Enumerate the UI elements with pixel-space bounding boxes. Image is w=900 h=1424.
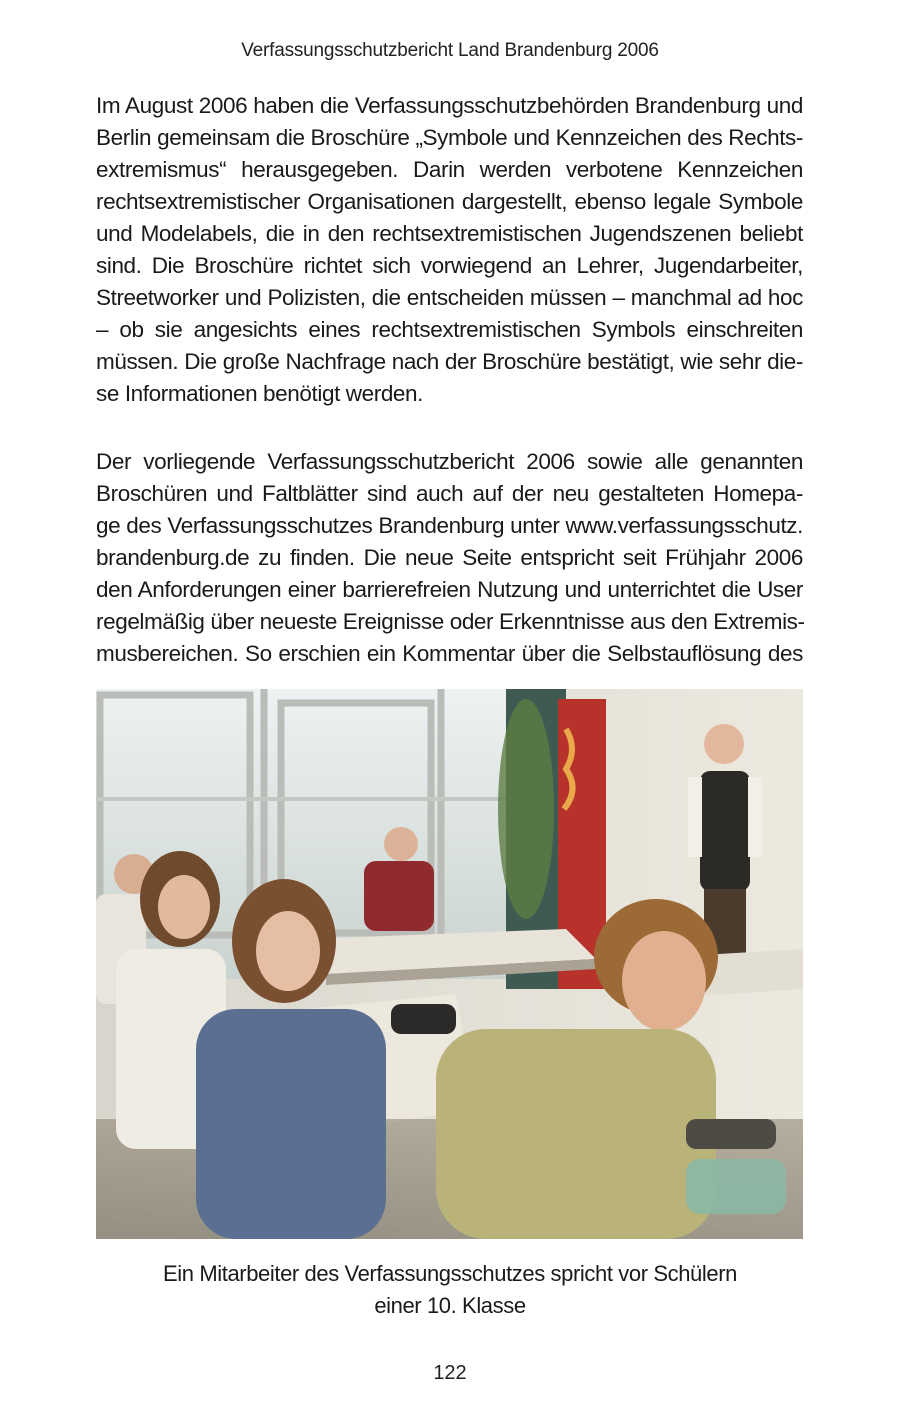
paragraph-homepage [96, 446, 803, 670]
text-line: Der vorliegende Verfassungsschutzbericht 2006 sowie alle genannten [96, 449, 803, 474]
caption-line: Ein Mitarbeiter des Verfassungsschutzes spricht vor Schülern [163, 1261, 737, 1286]
page-number: 122 [433, 1362, 467, 1384]
text-line: den Anforderungen einer barrierefreien Nutzung und unterrichtet die User [96, 577, 803, 602]
text-line: Broschüren und Faltblätter sind auch auf der neu gestalteten Homepa- [96, 481, 803, 506]
text-line: rechtsextremistischer Organisationen dargestellt, ebenso legale Symbole [96, 189, 803, 214]
caption-line: einer 10. Klasse [374, 1293, 526, 1318]
text-line: und Modelabels, die in den rechtsextremistischen Jugendszenen beliebt [96, 221, 803, 246]
photo-caption [0, 1258, 900, 1322]
classroom-photo-illustration [96, 689, 803, 1239]
text-line: ge des Verfassungsschutzes Brandenburg unter www.verfassungsschutz. [96, 513, 803, 538]
text-line: sind. Die Broschüre richtet sich vorwiegend an Lehrer, Jugendarbeiter, [96, 253, 803, 278]
classroom-photo [96, 689, 803, 1239]
text-line: Streetworker und Polizisten, die entscheiden müssen – manchmal ad hoc [96, 285, 803, 310]
text-line: müssen. Die große Nachfrage nach der Broschüre bestätigt, wie sehr die- [96, 349, 803, 374]
text-line: se Informationen benötigt werden. [96, 381, 424, 406]
text-line: Im August 2006 haben die Verfassungsschutzbehörden Brandenburg und [96, 93, 803, 118]
running-header: Verfassungsschutzbericht Land Brandenburg 2006 [241, 40, 659, 61]
text-line: extremismus“ herausgegeben. Darin werden verbotene Kennzeichen [96, 157, 803, 182]
text-line: brandenburg.de zu finden. Die neue Seite entspricht seit Frühjahr 2006 [96, 545, 803, 570]
paragraph-brochure [96, 90, 803, 410]
text-line: musbereichen. So erschien ein Kommentar über die Selbstauflösung des [96, 641, 803, 666]
text-line: regelmäßig über neueste Ereignisse oder Erkenntnisse aus den Extremis- [96, 609, 805, 634]
text-line: Berlin gemeinsam die Broschüre „Symbole und Kennzeichen des Rechts- [96, 125, 803, 150]
text-line: – ob sie angesichts eines rechtsextremistischen Symbols einschreiten [96, 317, 803, 342]
